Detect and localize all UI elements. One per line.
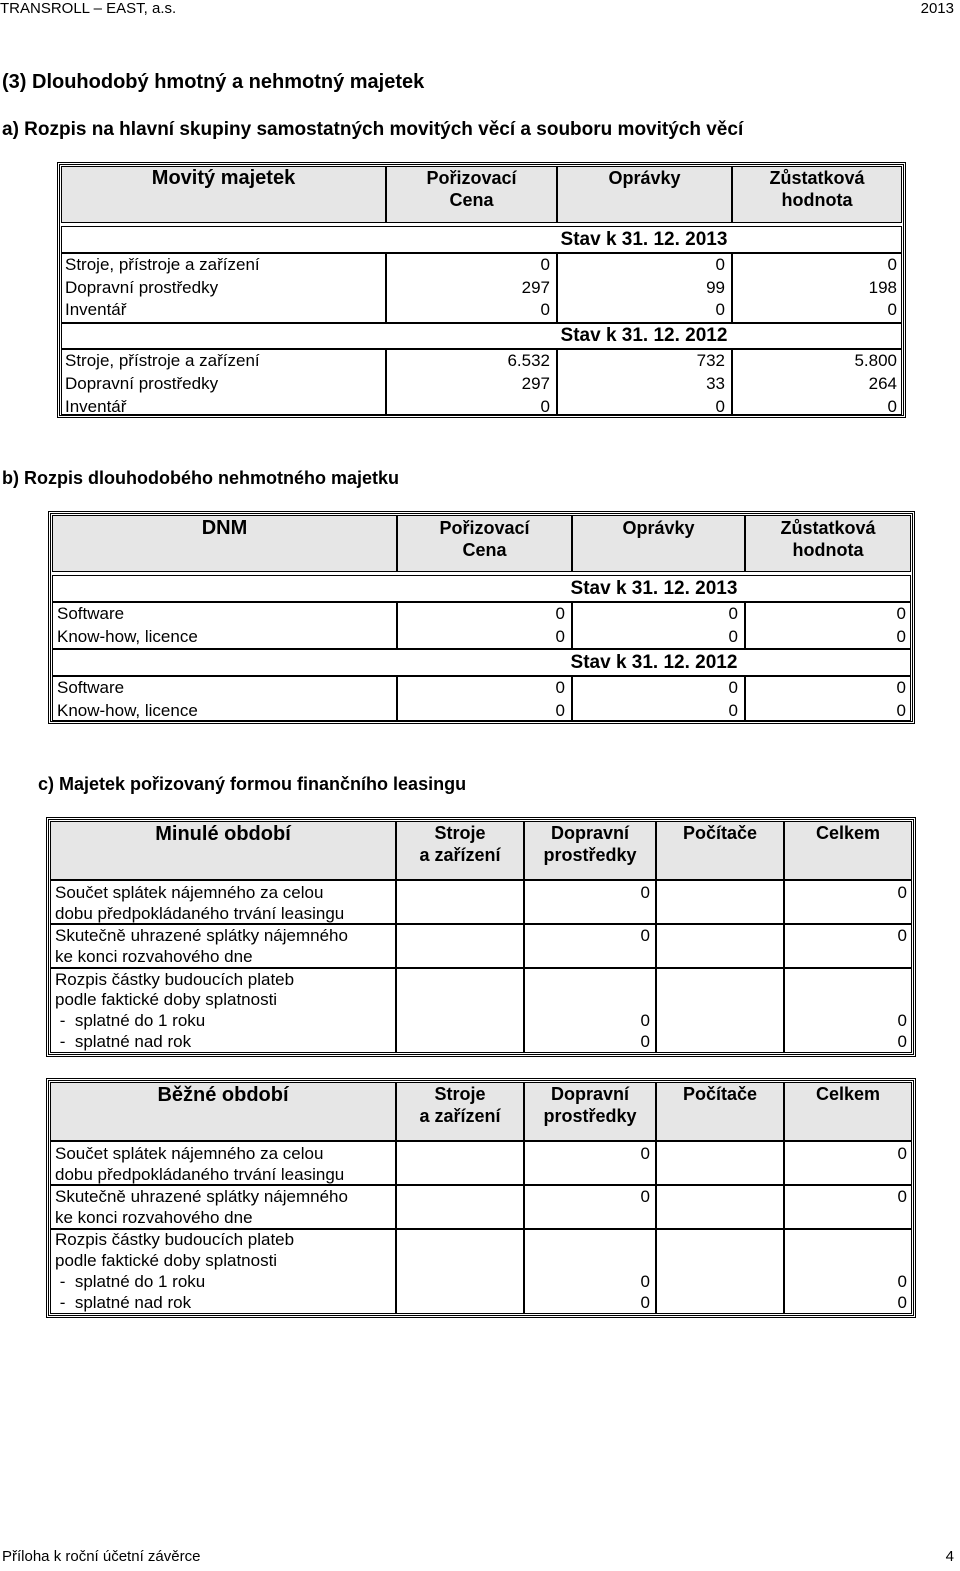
cell-value: 0 xyxy=(897,1293,907,1312)
cell-value: 0 xyxy=(715,300,725,319)
cell-value: 0 xyxy=(640,1293,650,1312)
col-header-machines-1: Stroje xyxy=(434,1084,486,1104)
cell-value: 0 xyxy=(887,397,897,416)
cell-value: 0 xyxy=(887,300,897,319)
row-label: ke konci rozvahového dne xyxy=(55,947,253,966)
cell-value: 0 xyxy=(555,678,565,697)
row-label: Know-how, licence xyxy=(57,701,198,720)
cell-value: 0 xyxy=(728,627,738,646)
col-header-residual-2: hodnota xyxy=(792,540,864,560)
row-label: Stroje, přístroje a zařízení xyxy=(65,351,260,370)
row-label: Dopravní prostředky xyxy=(65,374,219,393)
section-c-heading: c) Majetek pořizovaný formou finančního leasingu xyxy=(38,774,467,794)
row-label: - splatné do 1 roku xyxy=(55,1011,206,1030)
page-title: (3) Dlouhodobý hmotný a nehmotný majetek xyxy=(2,71,425,93)
row-label: podle faktické doby splatnosti xyxy=(55,990,278,1009)
row-label: Rozpis částky budoucích plateb xyxy=(55,970,295,989)
row-label: Software xyxy=(57,678,125,697)
report-year: 2013 xyxy=(920,0,954,17)
col-header-label: DNM xyxy=(201,517,248,539)
period-label: Běžné období xyxy=(157,1084,289,1106)
row-label: Stroje, přístroje a zařízení xyxy=(65,255,260,274)
row-label: Skutečně uhrazené splátky nájemného xyxy=(55,1187,348,1206)
col-header-machines-1: Stroje xyxy=(434,823,486,843)
row-label: - splatné nad rok xyxy=(55,1032,192,1051)
footer-title: Příloha k roční účetní závěrce xyxy=(2,1548,201,1565)
row-label: ke konci rozvahového dne xyxy=(55,1208,253,1227)
cell-value: 0 xyxy=(897,883,907,902)
section-a-heading: a) Rozpis na hlavní skupiny samostatných movitých věcí a souboru movitých věcí xyxy=(2,119,744,140)
cell-value: 0 xyxy=(897,1187,907,1206)
col-header-cost-2: Cena xyxy=(449,190,494,210)
row-label: Inventář xyxy=(65,397,127,416)
col-header-residual-1: Zůstatková xyxy=(769,168,865,188)
cell-value: 6.532 xyxy=(507,351,550,370)
row-label: Know-how, licence xyxy=(57,627,198,646)
cell-value: 99 xyxy=(706,278,725,297)
row-label: dobu předpokládaného trvání leasingu xyxy=(55,1165,345,1184)
row-label: Inventář xyxy=(65,300,127,319)
col-header-label: Movitý majetek xyxy=(151,167,296,189)
row-label: Software xyxy=(57,604,125,623)
cell-value: 198 xyxy=(868,278,897,297)
row-label: Součet splátek nájemného za celou xyxy=(55,883,324,902)
row-label: Rozpis částky budoucích plateb xyxy=(55,1230,295,1249)
cell-value: 732 xyxy=(696,351,725,370)
cell-value: 0 xyxy=(896,604,906,623)
cell-value: 0 xyxy=(896,701,906,720)
col-header-computers: Počítače xyxy=(682,1084,758,1104)
col-header-vehicles-2: prostředky xyxy=(543,1106,637,1126)
row-label: Dopravní prostředky xyxy=(65,278,219,297)
period-header: Stav k 31. 12. 2013 xyxy=(570,578,738,599)
period-label: Minulé období xyxy=(155,823,291,845)
cell-value: 0 xyxy=(896,627,906,646)
col-header-residual-1: Zůstatková xyxy=(780,518,876,538)
cell-value: 5.800 xyxy=(854,351,897,370)
row-label: Skutečně uhrazené splátky nájemného xyxy=(55,926,348,945)
col-header-cost-2: Cena xyxy=(462,540,507,560)
row-label: dobu předpokládaného trvání leasingu xyxy=(55,904,345,923)
cell-value: 33 xyxy=(706,374,725,393)
cell-value: 0 xyxy=(715,255,725,274)
col-header-machines-2: a zařízení xyxy=(419,845,501,865)
col-header-depreciation: Oprávky xyxy=(622,518,695,538)
cell-value: 0 xyxy=(897,1272,907,1291)
col-header-cost-1: Pořizovací xyxy=(426,168,517,188)
cell-value: 0 xyxy=(728,678,738,697)
row-label: - splatné nad rok xyxy=(55,1293,192,1312)
period-header: Stav k 31. 12. 2013 xyxy=(560,229,728,250)
row-label: - splatné do 1 roku xyxy=(55,1272,206,1291)
col-header-machines-2: a zařízení xyxy=(419,1106,501,1126)
cell-value: 0 xyxy=(897,926,907,945)
cell-value: 0 xyxy=(897,1032,907,1051)
cell-value: 0 xyxy=(640,926,650,945)
col-header-cost-1: Pořizovací xyxy=(439,518,530,538)
cell-value: 264 xyxy=(868,374,897,393)
cell-value: 0 xyxy=(540,300,550,319)
cell-value: 0 xyxy=(887,255,897,274)
row-label: podle faktické doby splatnosti xyxy=(55,1251,278,1270)
col-header-residual-2: hodnota xyxy=(781,190,853,210)
cell-value: 0 xyxy=(555,701,565,720)
cell-value: 0 xyxy=(640,1187,650,1206)
cell-value: 0 xyxy=(555,604,565,623)
period-header: Stav k 31. 12. 2012 xyxy=(560,325,728,346)
cell-value: 0 xyxy=(640,883,650,902)
section-b-heading: b) Rozpis dlouhodobého nehmotného majetku xyxy=(2,468,399,488)
cell-value: 0 xyxy=(540,255,550,274)
col-header-total: Celkem xyxy=(815,823,881,843)
cell-value: 0 xyxy=(640,1144,650,1163)
cell-value: 0 xyxy=(897,1011,907,1030)
cell-value: 0 xyxy=(540,397,550,416)
cell-value: 0 xyxy=(640,1272,650,1291)
col-header-total: Celkem xyxy=(815,1084,881,1104)
col-header-vehicles-1: Dopravní xyxy=(550,1084,629,1104)
period-header: Stav k 31. 12. 2012 xyxy=(570,652,738,673)
cell-value: 0 xyxy=(728,604,738,623)
col-header-vehicles-1: Dopravní xyxy=(550,823,629,843)
col-header-computers: Počítače xyxy=(682,823,758,843)
cell-value: 0 xyxy=(897,1144,907,1163)
row-label: Součet splátek nájemného za celou xyxy=(55,1144,324,1163)
cell-value: 0 xyxy=(715,397,725,416)
cell-value: 0 xyxy=(896,678,906,697)
cell-value: 297 xyxy=(521,374,550,393)
cell-value: 0 xyxy=(728,701,738,720)
cell-value: 297 xyxy=(521,278,550,297)
page-number: 4 xyxy=(945,1548,954,1565)
company-name: TRANSROLL – EAST, a.s. xyxy=(0,0,177,17)
col-header-vehicles-2: prostředky xyxy=(543,845,637,865)
col-header-depreciation: Oprávky xyxy=(608,168,681,188)
cell-value: 0 xyxy=(640,1011,650,1030)
cell-value: 0 xyxy=(640,1032,650,1051)
cell-value: 0 xyxy=(555,627,565,646)
